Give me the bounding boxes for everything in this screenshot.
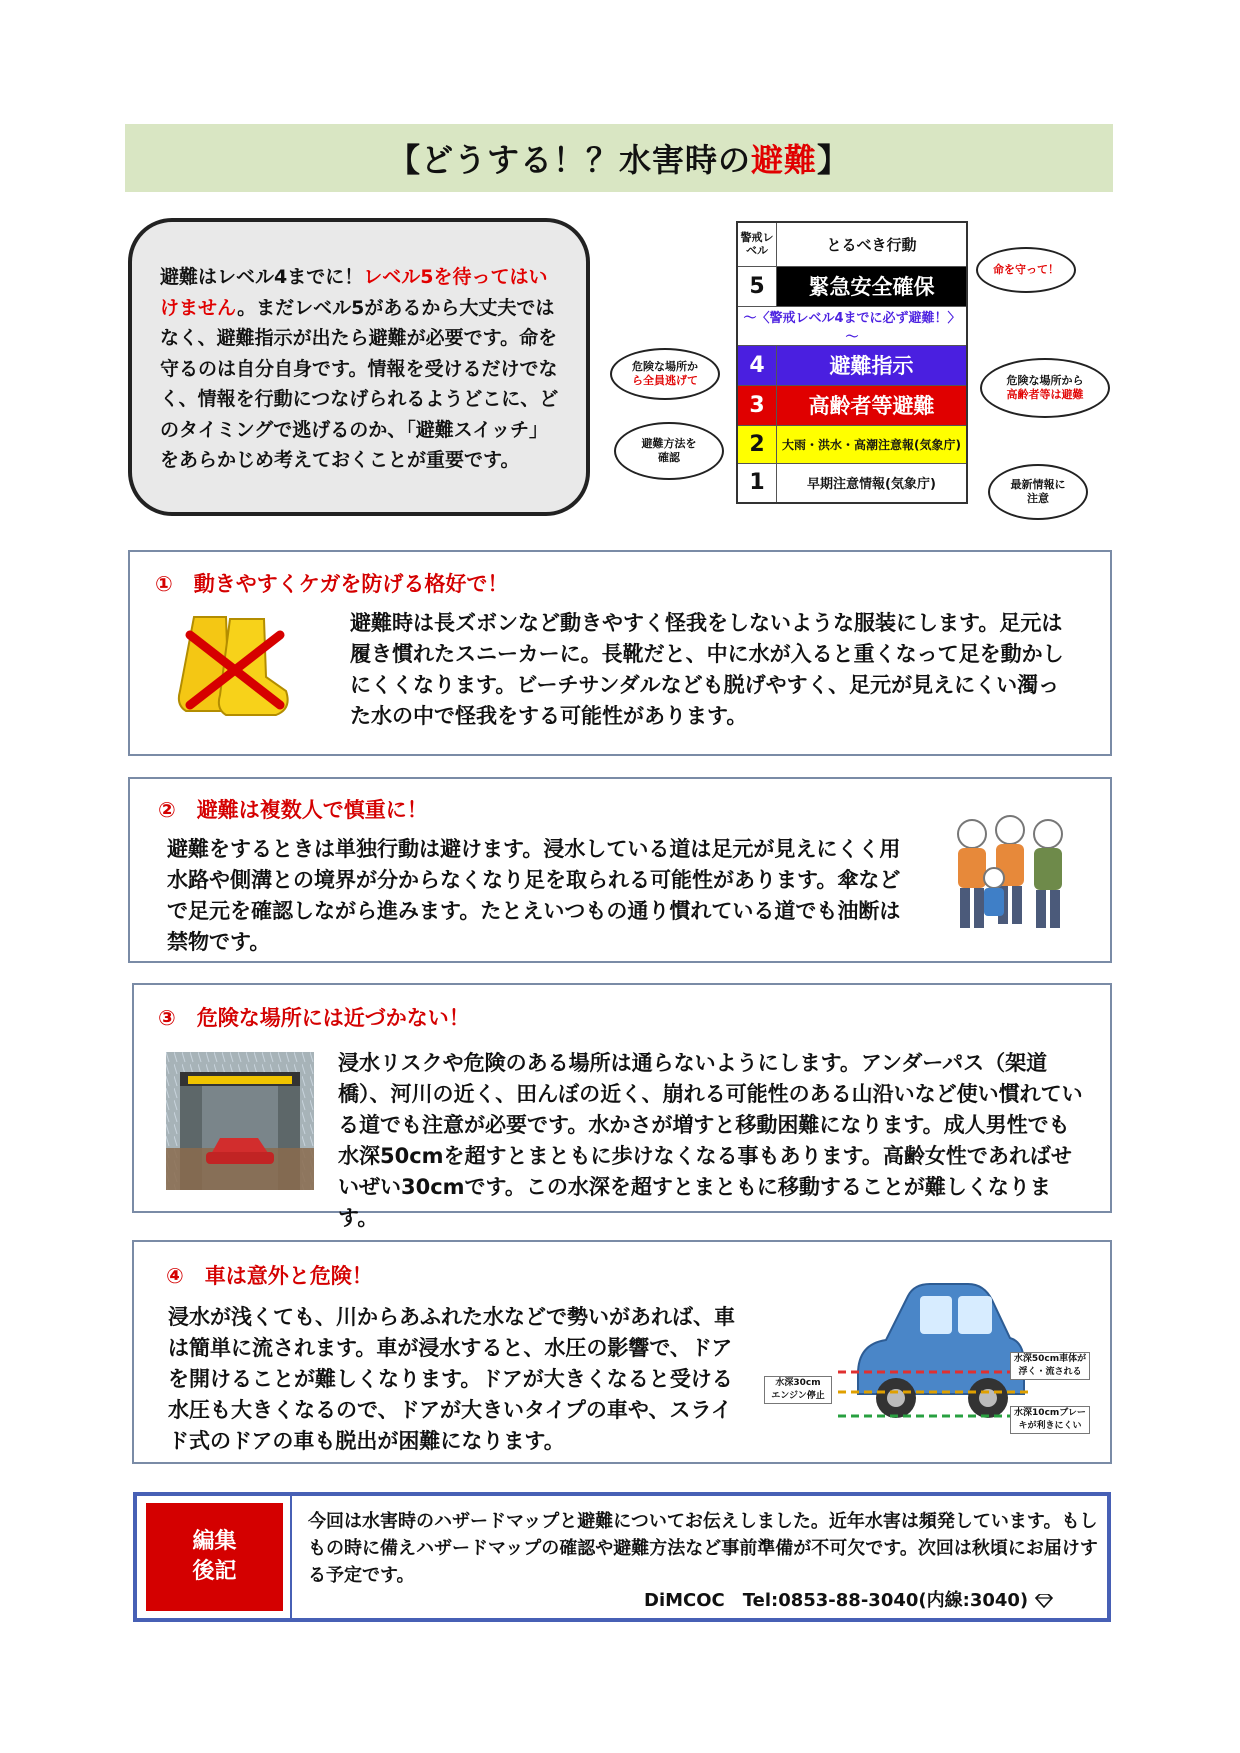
car-label-float [1010,1352,1090,1380]
section-4-heading: ④ 車は意外と危険！ [166,1264,373,1288]
callout-level-1-line2: 注意 [1027,492,1049,505]
car-label-float-line1: 水深50cm車体が [1013,1354,1087,1364]
callout-level-3 [980,358,1110,418]
header-action: とるべき行動 [777,222,968,266]
contact-info [644,1586,1054,1612]
level-5-num: 5 [737,266,777,306]
callout-level-4-line1: 危険な場所か [632,360,698,373]
level-1-num: 1 [737,463,777,503]
section-1-heading: ① 動きやすくケガを防げる格好で！ [155,572,509,596]
callout-level-5 [976,247,1076,293]
car-label-engine-line1: 水深30cm [775,1378,821,1388]
car-label-engine-line2: エンジン停止 [771,1391,825,1401]
intro-rest: 。まだレベル5があるから大丈夫ではなく、避難指示が出たら避難が必要です。命を守るのは自分自身です。情報を受けるだけでなく、情報を行動につなげられるようどこに、どのタイミングで逃げるのか、「避難スイッチ」をあらかじめ考えておくことが重要です。 [160,296,559,471]
header-level: 警戒レベル [737,222,777,266]
level-5-action: 緊急安全確保 [777,266,968,306]
callout-level-5-text: 命を守って！ [993,263,1059,276]
callout-level-4-line2: ら全員逃げて [632,374,698,387]
car-label-brake-line2: キが利きにくい [1018,1421,1082,1431]
section-1-body: 避難時は長ズボンなど動きやすく怪我をしないような服装にします。足元は履き慣れたスニーカーに。長靴だと、中に水が入ると重くなって足を動かしにくくなります。ビーチサンダルなども脱げやすく、足元が見えにくい濁った水の中で怪我をする可能性があります。 [350,611,1064,728]
editor-note-label [146,1503,283,1611]
level-divider: ～〈警戒レベル4までに必ず避難！〉～ [737,306,967,345]
callout-level-2 [614,422,724,480]
car-label-engine [764,1376,832,1404]
car-label-brake [1010,1406,1090,1434]
intro-line2a: いけません [160,266,548,319]
level-3-num: 3 [737,385,777,425]
level-4-action: 避難指示 [777,345,968,385]
evacuating-people-icon [930,804,1080,942]
title-suffix: 】 [817,141,851,179]
diamond-icon [1034,1594,1054,1608]
section-4-body: 浸水が浅くても、川からあふれた水などで勢いがあれば、車は簡単に流されます。車が浸水すると、水圧の影響で、ドアを開けることが難しくなります。ドアが大きくなると受ける水圧も大きくなるので、ドアが大きいタイプの車や、スライド式のドアの車も脱出が困難になります。 [168,1305,735,1453]
intro-line1b: レベル5を待っては [363,266,529,288]
contact-text: DiMCOC Tel:0853-88-3040(内線:3040) [644,1590,1029,1611]
level-1-action: 早期注意情報(気象庁) [777,463,968,503]
rain-boots-icon [168,605,308,723]
callout-level-1-line1: 最新情報に [1010,478,1066,491]
flooded-underpass-icon [166,1052,314,1190]
car-label-float-line2: 浮く・流される [1018,1367,1082,1377]
alert-level-table [736,221,968,504]
section-2-heading: ② 避難は複数人で慎重に！ [158,798,428,822]
callout-level-2-line2: 確認 [658,451,680,464]
callout-level-4 [610,348,720,400]
section-3-body: 浸水リスクや危険のある場所は通らないようにします。アンダーパス（架道橋）、河川の近く、田んぼの近く、崩れる可能性のある山沿いなど使い慣れている道でも注意が必要です。水かさが増すと移動困難になります。成人男性でも水深50cmを超すとまともに歩けなくなる事もあります。高齢女性であればせいぜい30cmです。この水深を超すとまともに移動することが難しくなります。 [338,1051,1083,1230]
footer-divider [290,1496,292,1618]
level-2-num: 2 [737,425,777,463]
car-label-brake-line1: 水深10cmブレー [1014,1408,1086,1418]
section-3-heading: ③ 危険な場所には近づかない！ [158,1006,470,1030]
editor-note-label-line2: 後記 [192,1559,237,1584]
title-highlight: 避難 [750,141,817,179]
section-2-body: 避難をするときは単独行動は避けます。浸水している道は足元が見えにくく用水路や側溝との境界が分からなくなり足を取られる可能性があります。傘などで足元を確認しながら進みます。たとえいつもの通り慣れている道でも油断は禁物です。 [167,837,901,954]
editor-note-label-line1: 編集 [192,1529,237,1554]
intro-line1a: 避難はレベル4までに！ [160,266,364,288]
intro-box [128,218,590,516]
editor-note-text: 今回は水害時のハザードマップと避難についてお伝えしました。近年水害は頻発しています。もしもの時に備えハザードマップの確認や避難方法など事前準備が不可欠です。次回は秋頃にお届けする予定です。 [308,1511,1098,1586]
callout-level-3-line1: 危険な場所から [1006,374,1084,387]
callout-level-1 [988,464,1088,520]
level-4-num: 4 [737,345,777,385]
callout-level-2-line1: 避難方法を [641,437,697,450]
car-flood-depth-icon [838,1274,1028,1450]
callout-level-3-line2: 高齢者等は避難 [1006,388,1084,401]
title-prefix: 【どうする！？水害時の [387,141,751,179]
level-2-action: 大雨・洪水・高潮注意報(気象庁) [777,425,968,463]
level-3-action: 高齢者等避難 [777,385,968,425]
page-title [125,124,1113,192]
